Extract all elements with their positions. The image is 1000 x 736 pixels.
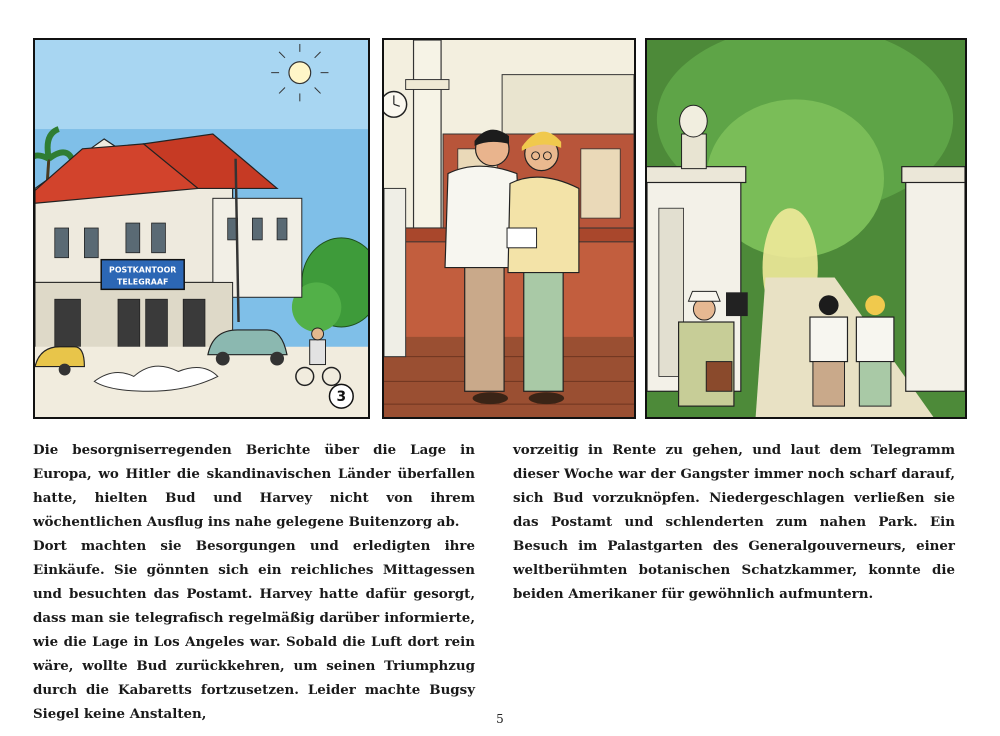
comic-panel-post-office xyxy=(382,38,636,419)
page-number: 5 xyxy=(496,712,504,726)
gate-pillar-right xyxy=(902,167,965,392)
panel-number-badge xyxy=(329,384,353,408)
post-office-sign xyxy=(101,260,184,290)
paragraph-2: Dort machten sie Besorgungen und erledigten ihre Einkäufe. Sie gönnten sich ein reichliches Mittagessen und besuchten das Postamt. Harvey hatte dafür gesorgt, dass man sie telegrafisch regelmäßig darüber informierte, wie die Lage in Los Angeles war. Sobald die Luft dort rein wäre, wollte Bud zurückkehren, um seinen Triumphzug durch die Kabaretts fortzusetzen. Leider machte Bugsy Siegel keine Anstalten, xyxy=(33,538,475,722)
post-office-interior-illustration xyxy=(384,40,634,417)
garden-gate-illustration xyxy=(647,40,965,417)
street-scene-illustration xyxy=(35,40,368,417)
wall-clock-icon xyxy=(384,91,407,117)
comic-panel-street xyxy=(33,38,370,419)
telegram-paper xyxy=(507,228,537,248)
paragraph-3: vorzeitig in Rente zu gehen, und laut dem Telegramm dieser Woche war der Gangster immer noch scharf darauf, sich Bud vorzuknöpfen. Niedergeschlagen verließen sie das Postamt und schlenderten zum nahen Park. Ein Besuch im Palastgarten des Generalgouverneurs, einer weltberühmten botanischen Schatzkammer, konnte die beiden Amerikaner für gewöhnlich aufmuntern. xyxy=(513,442,955,602)
panel-number: 3 xyxy=(336,389,347,406)
sign-line-1: POSTKANTOOR xyxy=(109,265,177,275)
text-column-right xyxy=(513,438,955,606)
gate-notice-board xyxy=(726,292,748,316)
sign-line-2: TELEGRAAF xyxy=(116,277,169,287)
briefcase-icon xyxy=(706,362,732,392)
text-column-left xyxy=(33,438,475,726)
comic-panel-garden xyxy=(645,38,967,419)
paragraph-1: Die besorgniserregenden Berichte über die Lage in Europa, wo Hitler die skandinavischen Länder überfallen hatte, hielten Bud und Harvey nicht von ihrem wöchentlichen Ausflug ins nahe gelegene Buitenzorg ab. xyxy=(33,442,475,530)
